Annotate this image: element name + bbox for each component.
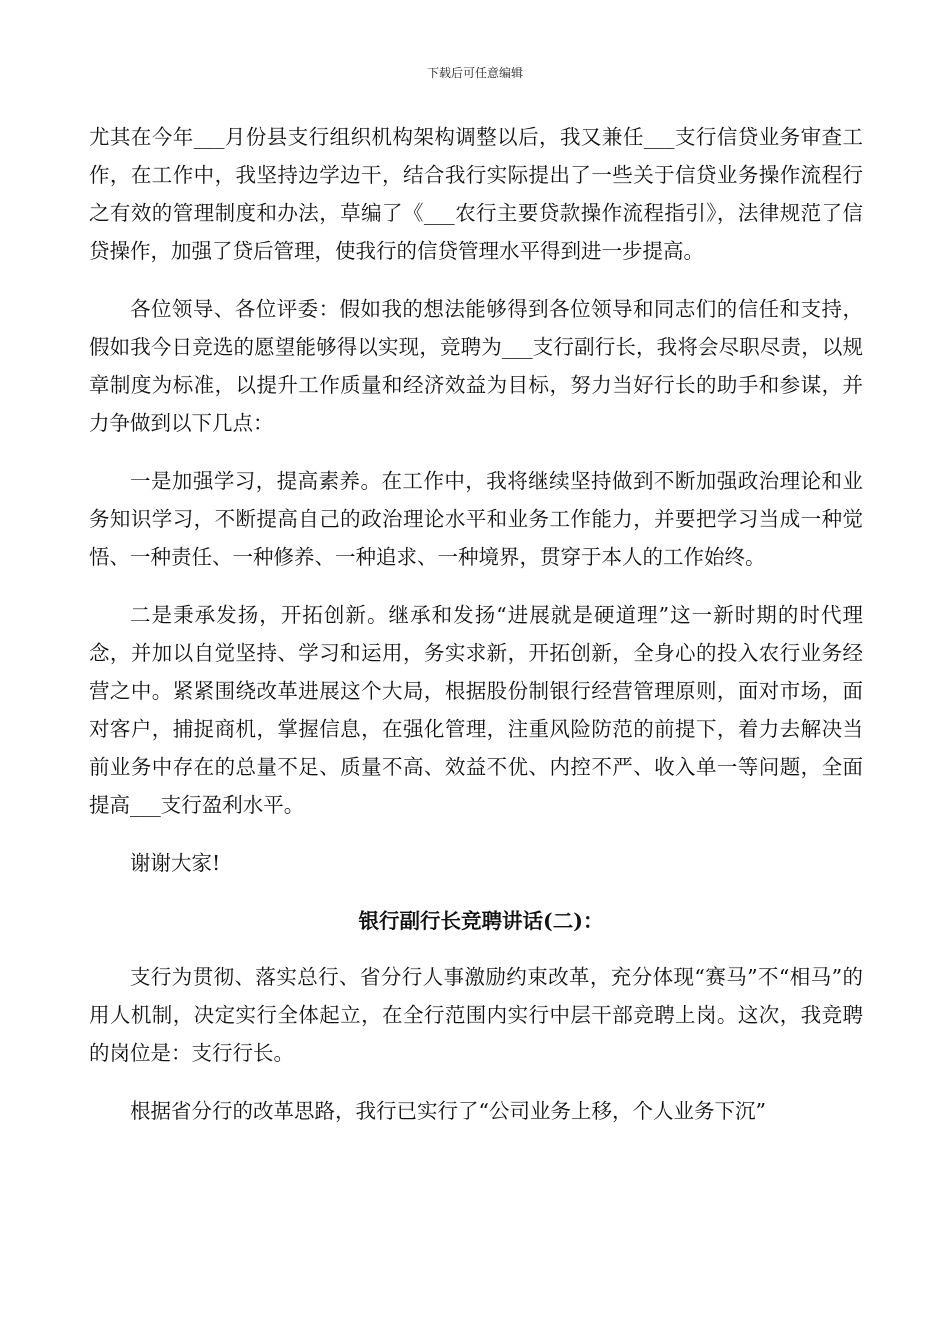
page-header: 下载后可任意编辑 <box>426 66 523 80</box>
paragraph-continuation: 尤其在今年___月份县支行组织机构架构调整以后，我又兼任___支行信贷业务审查工作，在工作中，我坚持边学边干，结合我行实际提出了一些关于信贷业务操作流程行之有效的管理制度和办法，草编了《___农行主要贷款操作流程指引》，法律规范了信贷操作，加强了贷后管理，使我行的信贷管理水平得到进一步提高。 <box>89 125 863 263</box>
paragraph-thanks: 谢谢大家! <box>130 851 221 875</box>
paragraph-address: 各位领导、各位评委：假如我的想法能够得到各位领导和同志们的信任和支持，假如我今日竞选的愿望能够得以实现，竞聘为___支行副行长，我将会尽职尽责，以规章制度为标准，以提升工作质量和经济效益为目标，努力当好行长的助手和参谋，并力争做到以下几点： <box>89 297 863 435</box>
paragraph-intro: 支行为贯彻、落实总行、省分行人事激励约束改革，充分体现“赛马”不“相马”的用人机制，决定实行全体起立，在全行范围内实行中层干部竞聘上岗。这次，我竞聘的岗位是：支行行长。 <box>89 965 863 1065</box>
section-title: 银行副行长竞聘讲话(二)： <box>358 909 604 933</box>
paragraph-point-two: 二是秉承发扬，开拓创新。继承和发扬“进展就是硬道理”这一新时期的时代理念，并加以自觉坚持、学习和运用，务实求新，开拓创新，全身心的投入农行业务经营之中。紧紧围绕改革进展这个大局，根据股份制银行经营管理原则，面对市场，面对客户，捕捉商机，掌握信息，在强化管理，注重风险防范的前提下，着力去解决当前业务中存在的总量不足、质量不高、效益不优、内控不严、收入单一等问题，全面提高___支行盈利水平。 <box>89 603 863 817</box>
document-body <box>89 118 863 1150</box>
paragraph-reform: 根据省分行的改革思路，我行已实行了“公司业务上移，个人业务下沉” <box>130 1099 766 1123</box>
paragraph-point-one: 一是加强学习，提高素养。在工作中，我将继续坚持做到不断加强政治理论和业务知识学习，不断提高自己的政治理论水平和业务工作能力，并要把学习当成一种觉悟、一种责任、一种修养、一种追求、一种境界，贯穿于本人的工作始终。 <box>89 469 863 569</box>
